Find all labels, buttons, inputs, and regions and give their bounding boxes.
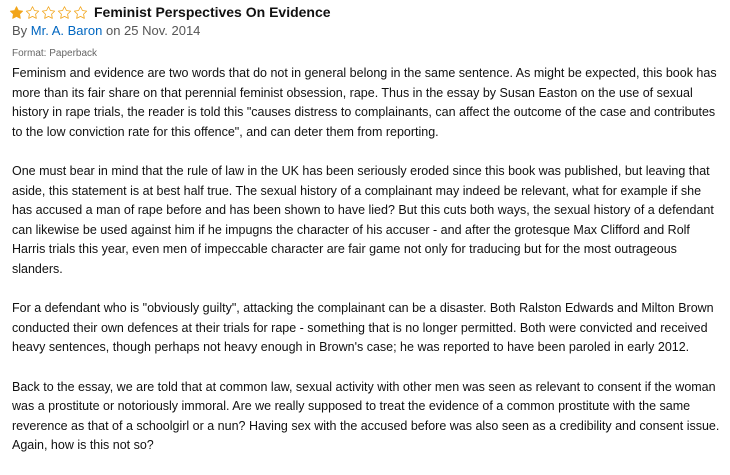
by-label: By xyxy=(12,23,28,38)
star-empty-icon xyxy=(73,5,88,20)
review-paragraph: For a defendant who is "obviously guilty", attacking the complainant can be a disaster. Both Ralston Edwards and Milton Brown conducted their own defences at their trials for rape - something that is no longer permitted. Both were convicted and received heavy sentences, though perhaps not heavy enough in Brown's case; he was reported to have been paroled in early 2012. xyxy=(12,301,714,355)
star-empty-icon xyxy=(25,5,40,20)
review-title[interactable]: Feminist Perspectives On Evidence xyxy=(94,4,331,20)
review-paragraph: Feminism and evidence are two words that do not in general belong in the same sentence. As might be expected, this book has more than its fair share on that perennial feminist obsession, rape. Thus in the essay by Susan Easton on the use of sexual history in rape trials, the reader is told this "causes distress to complainants, can affect the outcome of the case and contributes to the low conviction rate for this offence", and can deter them from reporting. xyxy=(12,66,717,139)
review-date: on 25 Nov. 2014 xyxy=(105,23,201,38)
review-byline xyxy=(12,23,200,38)
review-body xyxy=(12,64,724,475)
star-rating[interactable] xyxy=(9,5,89,20)
author-link[interactable]: Mr. A. Baron xyxy=(30,23,103,38)
star-filled-icon xyxy=(9,5,24,20)
format-label: Format: Paperback xyxy=(12,48,98,59)
review-paragraph: One must bear in mind that the rule of law in the UK has been seriously eroded since this book was published, but leaving that aside, this statement is at best half true. The sexual history of a complainant may indeed be relevant, what for example if she has accused a man of rape before and has been shown to have lied? But this cuts both ways, the sexual history of a defendant can likewise be used against him if he impugns the character of his accuser - and after the grotesque Max Clifford and Rolf Harris trials this year, even men of impeccable character are fair game not only for traducing but for the most outrageous slanders. xyxy=(12,163,714,276)
review-header xyxy=(9,3,331,21)
star-empty-icon xyxy=(41,5,56,20)
review-paragraph: Back to the essay, we are told that at common law, sexual activity with other men was seen as relevant to consent if the woman was a prostitute or notoriously immoral. Are we really supposed to treat the evidence of a common prostitute with the same reverence as that of a schoolgirl or a nun? Having sex with the accused before was also seen as a credibility and consent issue. Again, how is this not so? xyxy=(12,379,720,453)
star-empty-icon xyxy=(57,5,72,20)
